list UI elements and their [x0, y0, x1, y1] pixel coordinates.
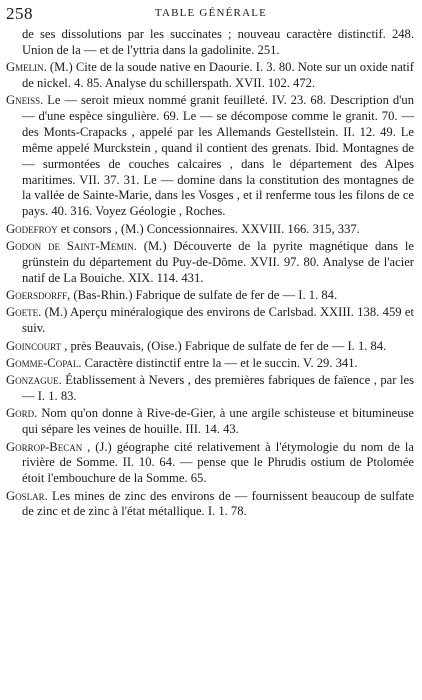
entry-text: (M.) Aperçu minéralogique des environs de Carlsbad. XXIII. 138. 459 et suiv.	[22, 305, 414, 336]
index-entry	[6, 288, 414, 304]
entry-text: Le — seroit mieux nommé granit feuilleté. IV. 23. 68. Description d'un — d'une espèce singulière. 69. Le — se décompose comme le granit. 70. — des Monts-Crapacks , appelé par les Allemands Gestellstein. II. 12. 49. Le même appelé Murckstein , quand il contient des grenats. Ibid. Montagnes de — surmontées de couches calcaires , dans le département des Alpes maritimes. VII. 37. 31. Le — domine dans la constitution des montagnes de la vallée de Sainte-Marie, dans les Vosges , et il renferme tous les filons de ce pays. 40. 316. Voyez Géologie , Roches.	[22, 93, 414, 219]
entry-headword: Goslar.	[6, 488, 48, 503]
index-entry	[6, 406, 414, 438]
index-entry	[6, 27, 414, 59]
entry-headword: Gneiss.	[6, 93, 44, 108]
entry-text: de ses dissolutions par les succinates ; nouveau caractère distinctif. 248. Union de la — et de l'yttria dans la gadolinite. 251.	[22, 27, 414, 57]
entry-headword: Gmelin.	[6, 60, 47, 75]
index-entry	[6, 222, 414, 238]
running-title: TABLE GÉNÉRALE	[154, 7, 268, 19]
index-entry	[6, 60, 414, 92]
entry-text: Caractère distinctif entre la — et le succin. V. 29. 341.	[81, 355, 358, 370]
page-header	[0, 4, 422, 24]
entry-text: Nom qu'on donne à Rive-de-Gier, à une argile schisteuse et bitumineuse qui sépare les veines de houille. III. 14. 43.	[22, 406, 414, 437]
entry-text: (Bas-Rhin.) Fabrique de sulfate de fer de — I. 1. 84.	[70, 288, 338, 302]
entry-text: (M.) Découverte de la pyrite magnétique dans le grünstein du département du Puy-de-Dôme. XVII. 97. 80. Analyse de l'acier natif de La Bouiche. XIX. 114. 431.	[22, 238, 414, 285]
entry-text: , près Beauvais, (Oise.) Fabrique de sulfate de fer de — I. 1. 84.	[61, 338, 387, 353]
entry-headword: Gomme-Copal.	[6, 355, 82, 370]
entry-headword: Gord.	[6, 406, 38, 421]
index-entry	[6, 305, 414, 337]
entry-text: (J.) géographe cité relativement à l'étymologie du nom de la rivière de Somme. II. 10. 64. — pense que le Phrudis ostium de Ptolomée étoit l'embouchure de la Somme. 65.	[22, 439, 414, 486]
index-entry	[6, 373, 414, 405]
entry-text: et consors , (M.) Concessionnaires. XXVIII. 166. 315, 337.	[57, 221, 360, 236]
entry-headword: Goincourt	[6, 338, 62, 353]
entry-headword: Gorrop-Becan ,	[6, 439, 91, 454]
index-entries	[6, 27, 414, 522]
index-entry	[6, 356, 414, 372]
entry-text: (M.) Cite de la soude native en Daourie. I. 3. 80. Note sur un oxide natif de nickel. 4. 85. Analyse du schillerspath. XVII. 102. 472.	[22, 60, 414, 91]
page-number: 258	[6, 4, 33, 23]
entry-headword: Gonzague.	[6, 373, 62, 388]
entry-headword: Godon de Saint-Memin.	[6, 238, 137, 253]
entry-text: Établissement à Nevers , des premières fabriques de faïence , par les — I. 1. 83.	[22, 373, 414, 404]
index-entry	[6, 239, 414, 287]
entry-headword: Goersdorff,	[6, 288, 71, 302]
index-entry	[6, 489, 414, 521]
entry-headword: Goete.	[6, 305, 42, 320]
index-entry	[6, 440, 414, 488]
index-entry	[6, 339, 414, 355]
entry-headword: Godefroy	[6, 221, 58, 236]
index-entry	[6, 93, 414, 220]
entry-text: Les mines de zinc des environs de — fournissent beaucoup de sulfate de zinc et de zinc à l'état métallique. I. 1. 78.	[22, 488, 414, 519]
